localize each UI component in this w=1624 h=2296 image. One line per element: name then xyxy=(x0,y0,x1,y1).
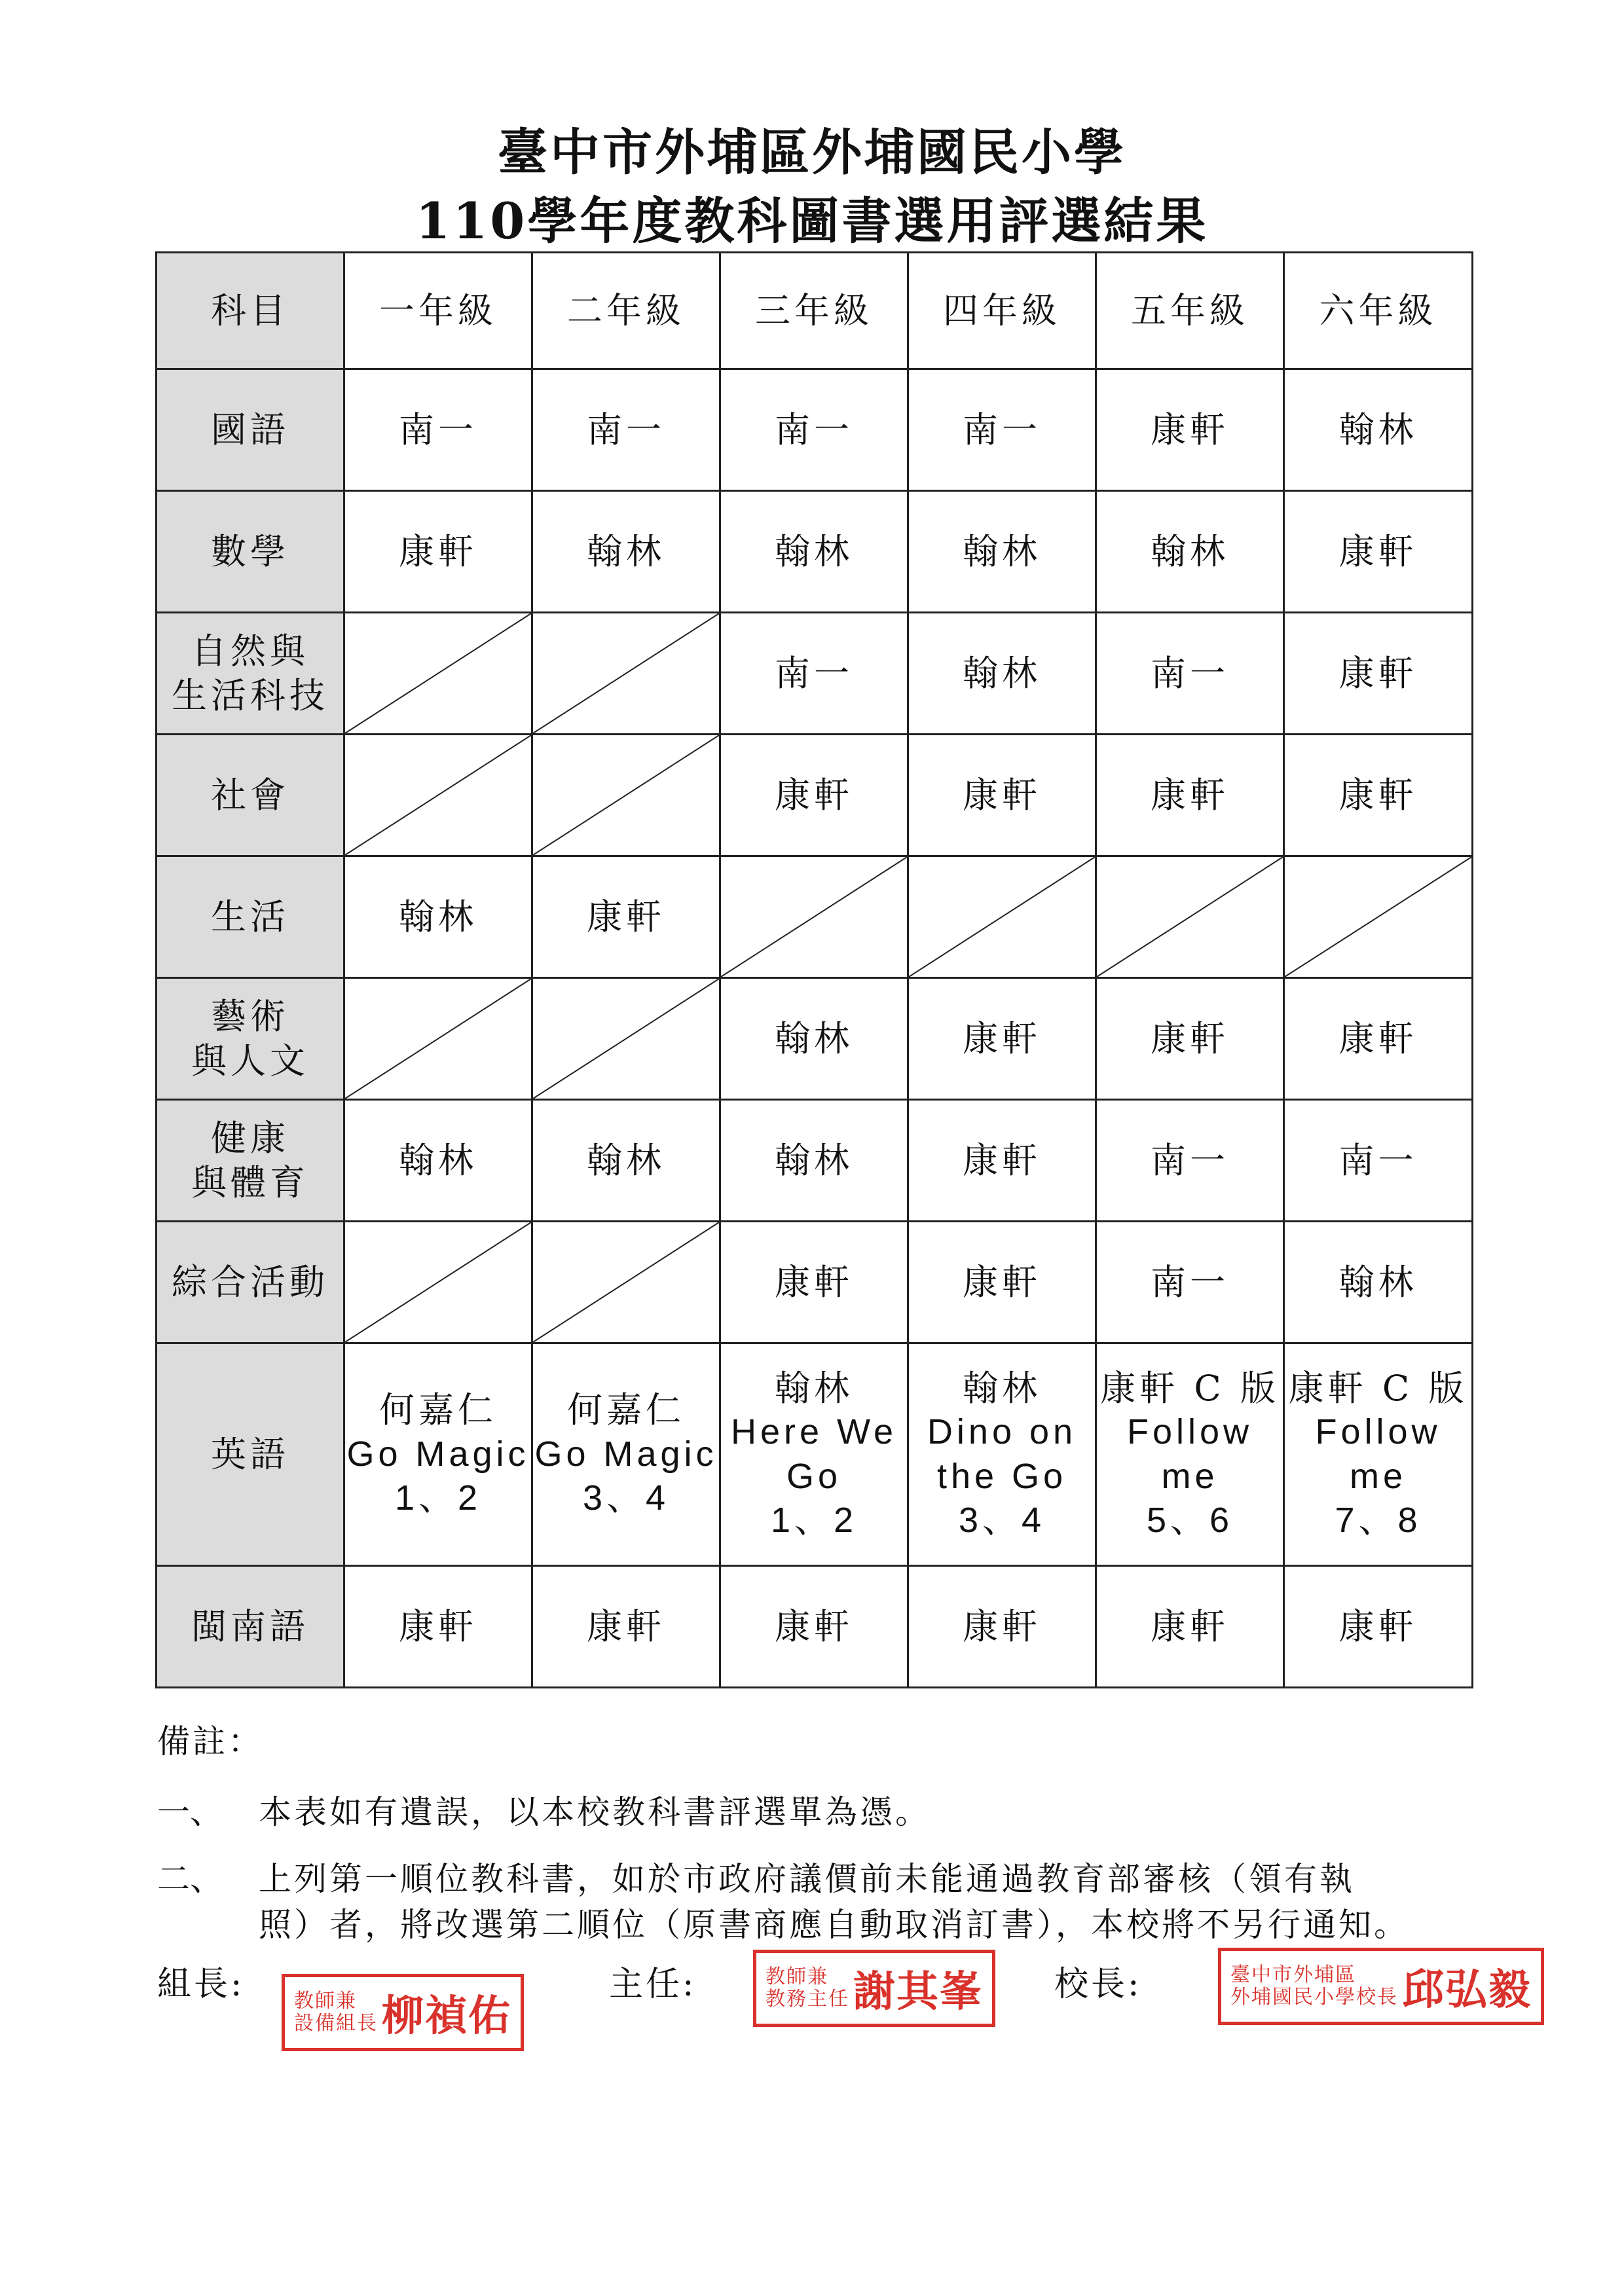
note-2-text-line2: 照）者，將改選第二順位（原書商應自動取消訂書），本校將不另行通知。 xyxy=(259,1906,1409,1944)
seal-3-title-a: 臺中市外埔區 xyxy=(1230,1963,1356,1986)
director-label: 主任: xyxy=(609,1965,697,2004)
header-subject: 科目 xyxy=(157,253,344,369)
textbook-cell xyxy=(1096,1566,1284,1688)
textbook-cell xyxy=(1096,735,1284,856)
not-applicable-cell xyxy=(1284,856,1473,978)
table-row xyxy=(157,1222,1473,1343)
cell-line: 康軒 xyxy=(1338,774,1418,816)
cell-line: 健康 xyxy=(211,1118,289,1159)
textbook-cell xyxy=(1096,1343,1284,1566)
not-applicable-cell xyxy=(344,978,532,1100)
subject-cell xyxy=(157,613,344,735)
diagonal-slash xyxy=(533,979,719,1099)
not-applicable-cell xyxy=(532,735,720,856)
header-grade-3: 三年級 xyxy=(720,253,908,369)
cell-line: 南一 xyxy=(1338,1139,1418,1181)
header-grade-2: 二年級 xyxy=(532,253,720,369)
table-row xyxy=(157,856,1473,978)
cell-line: 翰林 xyxy=(587,530,665,572)
group-leader-label: 組長: xyxy=(157,1965,245,2004)
textbook-cell xyxy=(908,735,1096,856)
principal-label: 校長: xyxy=(1054,1965,1142,2004)
seal-2-title-a: 教師兼 xyxy=(766,1965,828,1988)
subject-cell xyxy=(157,491,344,613)
seal-2-name: 謝其峯 xyxy=(853,1967,983,2016)
textbook-cell xyxy=(1284,735,1473,856)
textbook-cell xyxy=(908,978,1096,1100)
cell-line: the Go xyxy=(936,1456,1067,1496)
cell-line: 翰林 xyxy=(775,530,853,572)
textbook-cell xyxy=(720,1222,908,1343)
subject-cell xyxy=(157,1566,344,1688)
cell-line: 3、4 xyxy=(958,1501,1046,1540)
note-1-number: 一、 xyxy=(157,1793,223,1831)
table-row xyxy=(157,1343,1473,1566)
cell-line: 翰林 xyxy=(587,1139,665,1181)
diagonal-slash xyxy=(533,613,719,733)
cell-line: 南一 xyxy=(963,409,1041,450)
textbook-cell xyxy=(344,491,532,613)
diagonal-slash xyxy=(1285,857,1471,977)
seal-1-title-a: 教師兼 xyxy=(294,1989,357,2013)
textbook-cell xyxy=(908,1343,1096,1566)
cell-line: Follow xyxy=(1126,1412,1253,1451)
cell-line: 康軒 xyxy=(963,1017,1041,1059)
textbook-cell xyxy=(1096,613,1284,735)
cell-line: 南一 xyxy=(775,652,853,694)
not-applicable-cell xyxy=(344,613,532,735)
seal-1-name: 柳禎佑 xyxy=(382,1992,511,2041)
cell-line: Go Magic xyxy=(346,1434,530,1474)
textbook-cell xyxy=(908,369,1096,491)
textbook-cell xyxy=(908,1566,1096,1688)
textbook-cell xyxy=(1284,978,1473,1100)
cell-line: 藝術 xyxy=(211,996,289,1037)
textbook-cell xyxy=(1284,1343,1473,1566)
cell-line: 康軒 xyxy=(775,1261,853,1303)
cell-line: 康軒 xyxy=(1151,409,1229,450)
textbook-cell xyxy=(1096,369,1284,491)
cell-line: 國語 xyxy=(211,409,289,450)
cell-line: 與人文 xyxy=(191,1040,309,1082)
table-row xyxy=(157,491,1473,613)
textbook-cell xyxy=(908,1222,1096,1343)
textbook-cell xyxy=(908,1100,1096,1222)
textbook-cell xyxy=(720,1100,908,1222)
cell-line: Here We xyxy=(730,1412,898,1451)
diagonal-slash xyxy=(533,735,719,855)
table-row xyxy=(157,613,1473,735)
not-applicable-cell xyxy=(908,856,1096,978)
note-2-number: 二、 xyxy=(157,1860,223,1898)
cell-line: 數學 xyxy=(211,530,289,572)
textbook-cell xyxy=(720,735,908,856)
not-applicable-cell xyxy=(532,978,720,1100)
table-row xyxy=(157,369,1473,491)
header-grade-6: 六年級 xyxy=(1284,253,1473,369)
not-applicable-cell xyxy=(532,1222,720,1343)
textbook-cell xyxy=(344,1343,532,1566)
not-applicable-cell xyxy=(344,735,532,856)
cell-line: 康軒 xyxy=(587,1605,665,1647)
seal-2-title-b: 教務主任 xyxy=(766,1988,849,2011)
diagonal-slash xyxy=(1097,857,1283,977)
textbook-cell xyxy=(1096,978,1284,1100)
subject-cell xyxy=(157,856,344,978)
cell-line: 康軒 xyxy=(963,774,1041,816)
textbook-cell xyxy=(1284,1100,1473,1222)
cell-line: 康軒 C 版 xyxy=(1100,1367,1280,1409)
group-leader-seal xyxy=(282,1974,524,2051)
diagonal-slash xyxy=(909,857,1095,977)
cell-line: 生活 xyxy=(211,896,289,938)
cell-line: 南一 xyxy=(587,409,665,450)
cell-line: 翰林 xyxy=(963,1367,1041,1409)
table-row xyxy=(157,1100,1473,1222)
cell-line: 何嘉仁 xyxy=(379,1389,497,1431)
subject-cell xyxy=(157,1100,344,1222)
cell-line: 翰林 xyxy=(963,530,1041,572)
not-applicable-cell xyxy=(344,1222,532,1343)
textbook-cell xyxy=(344,1566,532,1688)
textbook-cell xyxy=(1284,491,1473,613)
table-row xyxy=(157,735,1473,856)
cell-line: 何嘉仁 xyxy=(567,1389,685,1431)
cell-line: 翰林 xyxy=(963,652,1041,694)
cell-line: 康軒 xyxy=(1338,1017,1418,1059)
seal-3-name: 邱弘毅 xyxy=(1402,1965,1532,2014)
cell-line: 康軒 xyxy=(775,1605,853,1647)
cell-line: 翰林 xyxy=(775,1367,853,1409)
cell-line: 康軒 xyxy=(1151,1017,1229,1059)
cell-line: 5、6 xyxy=(1146,1501,1234,1540)
note-2-text-line1: 上列第一順位教科書，如於市政府議價前未能通過教育部審核（領有執 xyxy=(259,1860,1355,1898)
cell-line: 翰林 xyxy=(775,1017,853,1059)
cell-line: 南一 xyxy=(1151,1261,1229,1303)
textbook-cell xyxy=(720,978,908,1100)
cell-line: 翰林 xyxy=(775,1139,853,1181)
textbook-cell xyxy=(344,1100,532,1222)
textbook-cell xyxy=(344,856,532,978)
subject-cell xyxy=(157,978,344,1100)
cell-line: 南一 xyxy=(399,409,477,450)
cell-line: 南一 xyxy=(1151,652,1229,694)
cell-line: 翰林 xyxy=(1338,409,1418,450)
diagonal-slash xyxy=(345,1222,531,1342)
cell-line: 康軒 xyxy=(1338,530,1418,572)
cell-line: 翰林 xyxy=(399,1139,477,1181)
textbook-cell xyxy=(908,491,1096,613)
diagonal-slash xyxy=(345,613,531,733)
textbook-cell xyxy=(532,1566,720,1688)
textbook-cell xyxy=(1096,1100,1284,1222)
textbook-cell xyxy=(532,1100,720,1222)
cell-line: 康軒 xyxy=(587,896,665,938)
cell-line: 1、2 xyxy=(394,1478,482,1518)
textbook-cell xyxy=(532,1343,720,1566)
textbook-cell xyxy=(1284,1222,1473,1343)
cell-line: 3、4 xyxy=(582,1478,670,1518)
cell-line: 康軒 xyxy=(963,1261,1041,1303)
cell-line: 自然與 xyxy=(191,630,309,672)
subject-cell xyxy=(157,369,344,491)
cell-line: 英語 xyxy=(211,1433,289,1475)
not-applicable-cell xyxy=(1096,856,1284,978)
diagonal-slash xyxy=(721,857,907,977)
cell-line: 南一 xyxy=(775,409,853,450)
textbook-cell xyxy=(908,613,1096,735)
page-title-school: 臺中市外埔區外埔國民小學 xyxy=(498,123,1126,181)
cell-line: 7、8 xyxy=(1335,1501,1422,1540)
cell-line: 生活科技 xyxy=(172,674,329,716)
cell-line: 康軒 C 版 xyxy=(1288,1367,1468,1409)
header-grade-1: 一年級 xyxy=(344,253,532,369)
seal-1-title-b: 設備組長 xyxy=(294,2012,378,2035)
textbook-cell xyxy=(1284,1566,1473,1688)
principal-seal xyxy=(1218,1948,1544,2025)
cell-line: 康軒 xyxy=(399,1605,477,1647)
cell-line: 康軒 xyxy=(1151,1605,1229,1647)
subject-cell xyxy=(157,1343,344,1566)
subject-cell xyxy=(157,735,344,856)
textbook-cell xyxy=(1096,491,1284,613)
director-seal xyxy=(753,1950,995,2027)
cell-line: Follow xyxy=(1315,1412,1441,1451)
cell-line: 康軒 xyxy=(963,1139,1041,1181)
cell-line: 南一 xyxy=(1151,1139,1229,1181)
cell-line: Go Magic xyxy=(534,1434,718,1474)
notes-heading: 備註： xyxy=(157,1722,263,1760)
textbook-cell xyxy=(532,856,720,978)
header-grade-5: 五年級 xyxy=(1096,253,1284,369)
textbook-cell xyxy=(720,369,908,491)
diagonal-slash xyxy=(345,979,531,1099)
cell-line: 康軒 xyxy=(963,1605,1041,1647)
diagonal-slash xyxy=(533,1222,719,1342)
cell-line: 綜合活動 xyxy=(172,1261,329,1303)
table-row xyxy=(157,978,1473,1100)
textbook-cell xyxy=(1284,613,1473,735)
table-row xyxy=(157,1566,1473,1688)
textbook-cell xyxy=(720,1566,908,1688)
cell-line: 康軒 xyxy=(1151,774,1229,816)
textbook-cell xyxy=(1096,1222,1284,1343)
textbook-cell xyxy=(720,491,908,613)
cell-line: 與體育 xyxy=(191,1161,309,1203)
cell-line: Go xyxy=(786,1456,842,1496)
cell-line: 翰林 xyxy=(1338,1261,1418,1303)
seal-3-title-b: 外埔國民小學校長 xyxy=(1230,1986,1398,2009)
cell-line: 社會 xyxy=(211,774,289,816)
textbook-cell xyxy=(344,369,532,491)
cell-line: 康軒 xyxy=(775,774,853,816)
cell-line: 翰林 xyxy=(1151,530,1229,572)
header-grade-4: 四年級 xyxy=(908,253,1096,369)
cell-line: me xyxy=(1349,1456,1407,1496)
cell-line: 閩南語 xyxy=(191,1605,309,1647)
page-title-results: 110學年度教科圖書選用評選結果 xyxy=(415,192,1209,250)
cell-line: 康軒 xyxy=(1338,1605,1418,1647)
textbook-selection-table xyxy=(155,251,1473,1688)
cell-line: 1、2 xyxy=(770,1501,858,1540)
cell-line: 康軒 xyxy=(1338,652,1418,694)
subject-cell xyxy=(157,1222,344,1343)
not-applicable-cell xyxy=(532,613,720,735)
textbook-cell xyxy=(532,491,720,613)
textbook-cell xyxy=(532,369,720,491)
cell-line: 康軒 xyxy=(399,530,477,572)
textbook-cell xyxy=(720,613,908,735)
cell-line: 翰林 xyxy=(399,896,477,938)
cell-line: me xyxy=(1161,1456,1219,1496)
not-applicable-cell xyxy=(720,856,908,978)
cell-line: Dino on xyxy=(927,1412,1077,1451)
textbook-cell xyxy=(1284,369,1473,491)
note-1-text: 本表如有遺誤，以本校教科書評選單為憑。 xyxy=(259,1793,931,1831)
diagonal-slash xyxy=(345,735,531,855)
textbook-cell xyxy=(720,1343,908,1566)
